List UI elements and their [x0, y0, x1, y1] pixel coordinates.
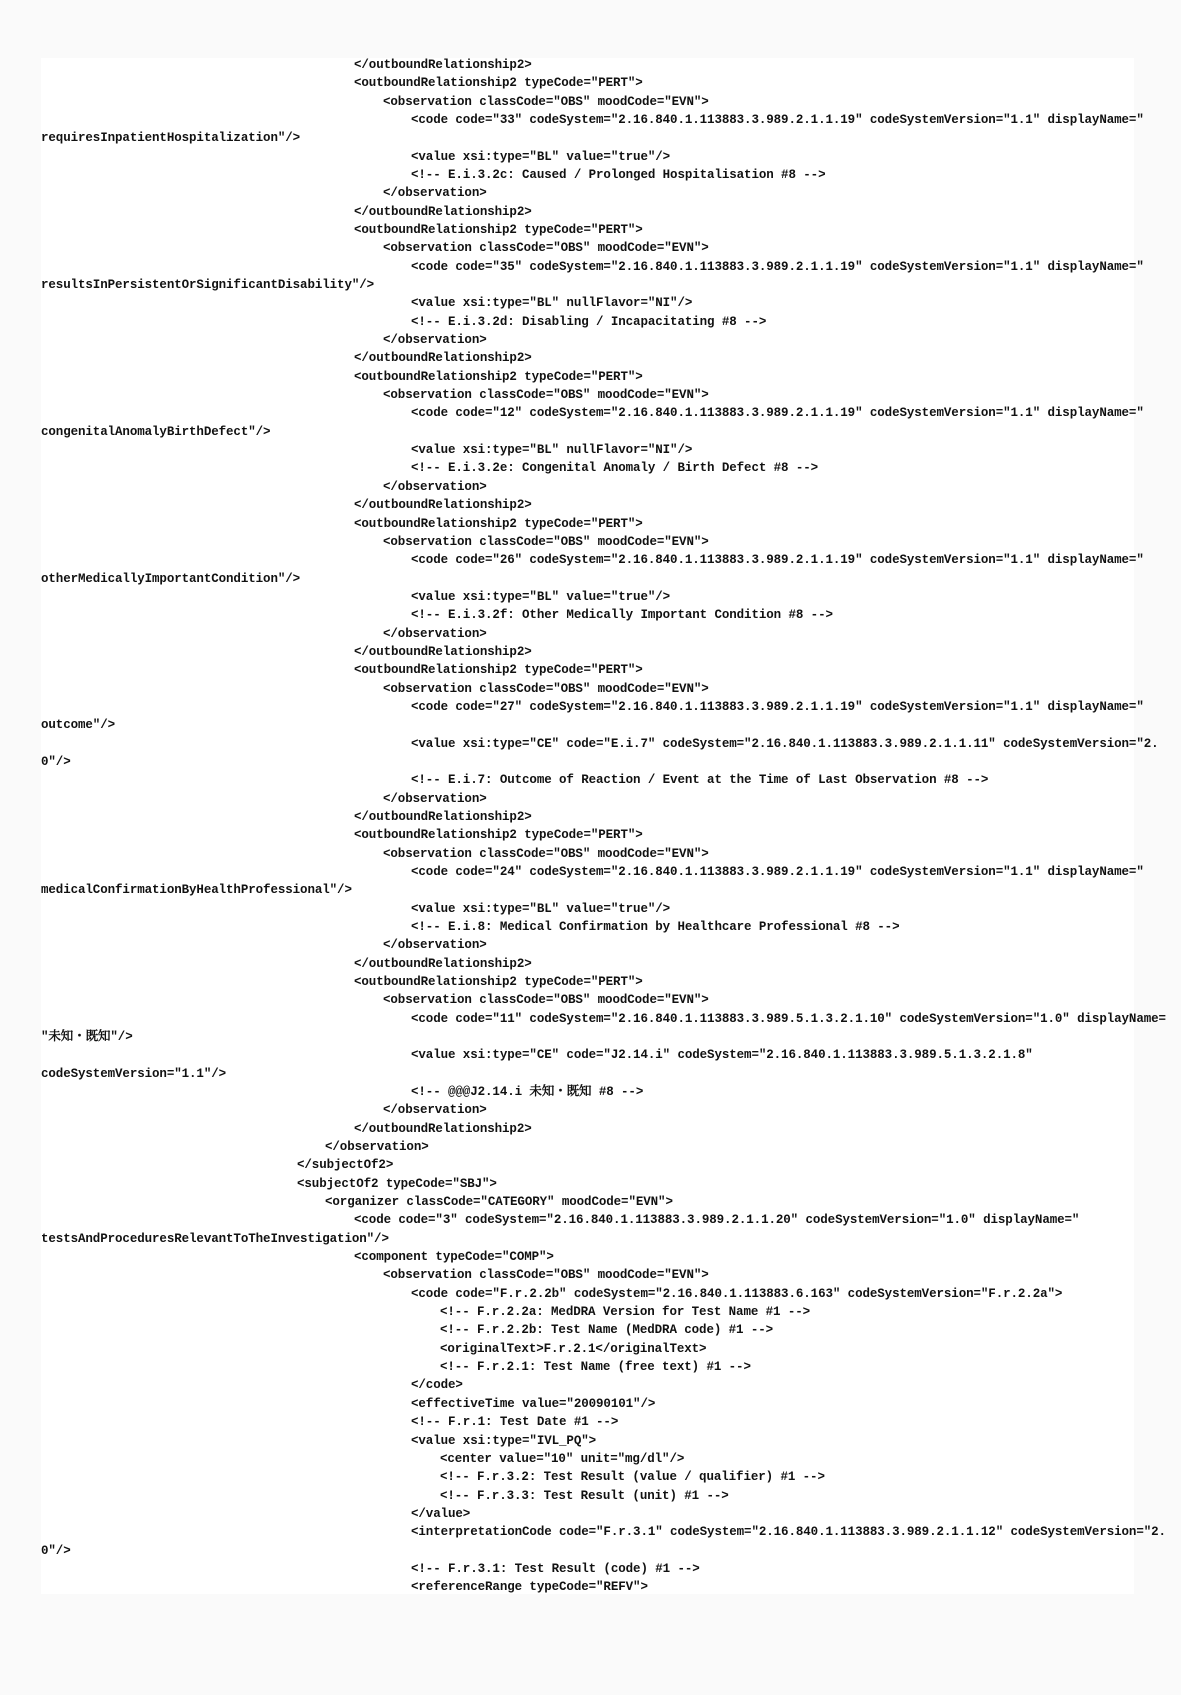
- code-line: </value>: [411, 1506, 471, 1521]
- code-line: <originalText>F.r.2.1</originalText>: [440, 1341, 707, 1356]
- code-line: <code code="33" codeSystem="2.16.840.1.113883.3.989.2.1.1.19" codeSystemVersion="1.1" displayName=": [411, 113, 1144, 128]
- code-line: <value xsi:type="BL" value="true"/>: [411, 901, 671, 916]
- code-line: <value xsi:type="BL" value="true"/>: [411, 589, 671, 604]
- code-comment-line: <!-- F.r.3.2: Test Result (value / qualifier) #1 -->: [440, 1470, 825, 1485]
- code-line-wrapped: resultsInPersistentOrSignificantDisability"/>: [41, 278, 375, 293]
- code-line: <organizer classCode="CATEGORY" moodCode="EVN">: [325, 1195, 673, 1210]
- code-comment-line: <!-- @@@J2.14.i 未知・既知 #8 -->: [411, 1085, 644, 1100]
- code-line: <observation classCode="OBS" moodCode="EVN">: [383, 1268, 709, 1283]
- code-line: <outboundRelationship2 typeCode="PERT">: [354, 223, 643, 238]
- code-line: </observation>: [383, 791, 487, 806]
- code-line: </observation>: [383, 333, 487, 348]
- code-line: <value xsi:type="BL" nullFlavor="NI"/>: [411, 443, 693, 458]
- code-line: </observation>: [383, 479, 487, 494]
- code-line: </observation>: [325, 1140, 429, 1155]
- code-comment-line: <!-- F.r.2.2b: Test Name (MedDRA code) #1 -->: [440, 1323, 774, 1338]
- code-line: <outboundRelationship2 typeCode="PERT">: [354, 516, 643, 531]
- code-line-wrapped: outcome"/>: [41, 718, 116, 733]
- code-line: <value xsi:type="CE" code="J2.14.i" codeSystem="2.16.840.1.113883.3.989.5.1.3.2.1.8": [411, 1048, 1033, 1063]
- code-line: </observation>: [383, 1103, 487, 1118]
- code-comment-line: <!-- F.r.3.1: Test Result (code) #1 -->: [411, 1561, 700, 1576]
- code-line: </outboundRelationship2>: [354, 956, 532, 971]
- code-comment-line: <!-- E.i.7: Outcome of Reaction / Event at the Time of Last Observation #8 -->: [411, 773, 989, 788]
- code-comment-line: <!-- F.r.2.1: Test Name (free text) #1 -->: [440, 1360, 751, 1375]
- code-line: <component typeCode="COMP">: [354, 1250, 554, 1265]
- code-line-wrapped: requiresInpatientHospitalization"/>: [41, 131, 301, 146]
- code-line: </code>: [411, 1378, 463, 1393]
- code-line: <observation classCode="OBS" moodCode="EVN">: [383, 94, 709, 109]
- code-line: <code code="F.r.2.2b" codeSystem="2.16.840.1.113883.6.163" codeSystemVersion="F.r.2.2a">: [411, 1286, 1063, 1301]
- code-line: <value xsi:type="IVL_PQ">: [411, 1433, 597, 1448]
- code-line: <value xsi:type="CE" code="E.i.7" codeSystem="2.16.840.1.113883.3.989.2.1.1.11" codeSystemVersion="2.: [411, 736, 1159, 751]
- code-line: <outboundRelationship2 typeCode="PERT">: [354, 663, 643, 678]
- code-line: </outboundRelationship2>: [354, 809, 532, 824]
- code-line-wrapped: codeSystemVersion="1.1"/>: [41, 1066, 227, 1081]
- code-line: <code code="3" codeSystem="2.16.840.1.113883.3.989.2.1.1.20" codeSystemVersion="1.0" displayName=": [354, 1213, 1080, 1228]
- code-line: </subjectOf2>: [297, 1158, 394, 1173]
- code-line: <code code="24" codeSystem="2.16.840.1.113883.3.989.2.1.1.19" codeSystemVersion="1.1" displayName=": [411, 864, 1144, 879]
- code-line: </outboundRelationship2>: [354, 58, 532, 72]
- code-line: <observation classCode="OBS" moodCode="EVN">: [383, 534, 709, 549]
- code-comment-line: <!-- F.r.2.2a: MedDRA Version for Test Name #1 -->: [440, 1305, 811, 1320]
- code-line: </observation>: [383, 938, 487, 953]
- code-line: <observation classCode="OBS" moodCode="EVN">: [383, 241, 709, 256]
- code-comment-line: <!-- E.i.3.2e: Congenital Anomaly / Birth Defect #8 -->: [411, 461, 819, 476]
- code-line: </outboundRelationship2>: [354, 644, 532, 659]
- code-line: <observation classCode="OBS" moodCode="EVN">: [383, 846, 709, 861]
- code-line: </outboundRelationship2>: [354, 498, 532, 513]
- code-line: </outboundRelationship2>: [354, 1121, 532, 1136]
- code-line: <value xsi:type="BL" nullFlavor="NI"/>: [411, 296, 693, 311]
- code-line: <outboundRelationship2 typeCode="PERT">: [354, 828, 643, 843]
- code-comment-line: <!-- E.i.8: Medical Confirmation by Healthcare Professional #8 -->: [411, 919, 900, 934]
- code-line: <outboundRelationship2 typeCode="PERT">: [354, 975, 643, 989]
- code-line: <code code="35" codeSystem="2.16.840.1.113883.3.989.2.1.1.19" codeSystemVersion="1.1" displayName=": [411, 259, 1144, 274]
- code-line: <code code="11" codeSystem="2.16.840.1.113883.3.989.5.1.3.2.1.10" codeSystemVersion="1.0" displayName=: [411, 1011, 1166, 1026]
- code-line-wrapped: otherMedicallyImportantCondition"/>: [41, 571, 301, 586]
- code-line: <referenceRange typeCode="REFV">: [411, 1580, 648, 1595]
- code-line-wrapped: congenitalAnomalyBirthDefect"/>: [41, 424, 271, 439]
- code-line: <center value="10" unit="mg/dl"/>: [440, 1451, 685, 1466]
- code-line: <interpretationCode code="F.r.3.1" codeSystem="2.16.840.1.113883.3.989.2.1.1.12" codeSystemVersion="2.: [411, 1525, 1166, 1540]
- code-line: </observation>: [383, 626, 487, 641]
- code-line: <outboundRelationship2 typeCode="PERT">: [354, 369, 643, 384]
- code-line: <value xsi:type="BL" value="true"/>: [411, 149, 671, 164]
- code-comment-line: <!-- F.r.3.3: Test Result (unit) #1 -->: [440, 1488, 729, 1503]
- code-line: </outboundRelationship2>: [354, 204, 532, 219]
- code-comment-line: <!-- F.r.1: Test Date #1 -->: [411, 1415, 619, 1430]
- code-line: <code code="27" codeSystem="2.16.840.1.113883.3.989.2.1.1.19" codeSystemVersion="1.1" displayName=": [411, 699, 1144, 714]
- code-line: <code code="12" codeSystem="2.16.840.1.113883.3.989.2.1.1.19" codeSystemVersion="1.1" displayName=": [411, 406, 1144, 421]
- code-line: <outboundRelationship2 typeCode="PERT">: [354, 76, 643, 91]
- code-line: <subjectOf2 typeCode="SBJ">: [297, 1176, 497, 1191]
- code-line-wrapped: medicalConfirmationByHealthProfessional"/>: [41, 883, 352, 898]
- code-line: <observation classCode="OBS" moodCode="EVN">: [383, 388, 709, 403]
- code-comment-line: <!-- E.i.3.2d: Disabling / Incapacitating #8 -->: [411, 314, 767, 329]
- code-line-wrapped: testsAndProceduresRelevantToTheInvestigation"/>: [41, 1231, 389, 1246]
- code-line: <observation classCode="OBS" moodCode="EVN">: [383, 993, 709, 1008]
- code-comment-line: <!-- E.i.3.2f: Other Medically Important Condition #8 -->: [411, 608, 833, 623]
- code-line: <code code="26" codeSystem="2.16.840.1.113883.3.989.2.1.1.19" codeSystemVersion="1.1" displayName=": [411, 553, 1144, 568]
- code-comment-line: <!-- E.i.3.2c: Caused / Prolonged Hospitalisation #8 -->: [411, 168, 826, 183]
- code-line: </observation>: [383, 186, 487, 201]
- code-line: <effectiveTime value="20090101"/>: [411, 1396, 656, 1411]
- code-line: </outboundRelationship2>: [354, 351, 532, 366]
- code-line: <observation classCode="OBS" moodCode="EVN">: [383, 681, 709, 696]
- code-line-wrapped: 0"/>: [41, 1543, 71, 1558]
- code-line-wrapped: "未知・既知"/>: [41, 1030, 133, 1045]
- code-line-wrapped: 0"/>: [41, 754, 71, 769]
